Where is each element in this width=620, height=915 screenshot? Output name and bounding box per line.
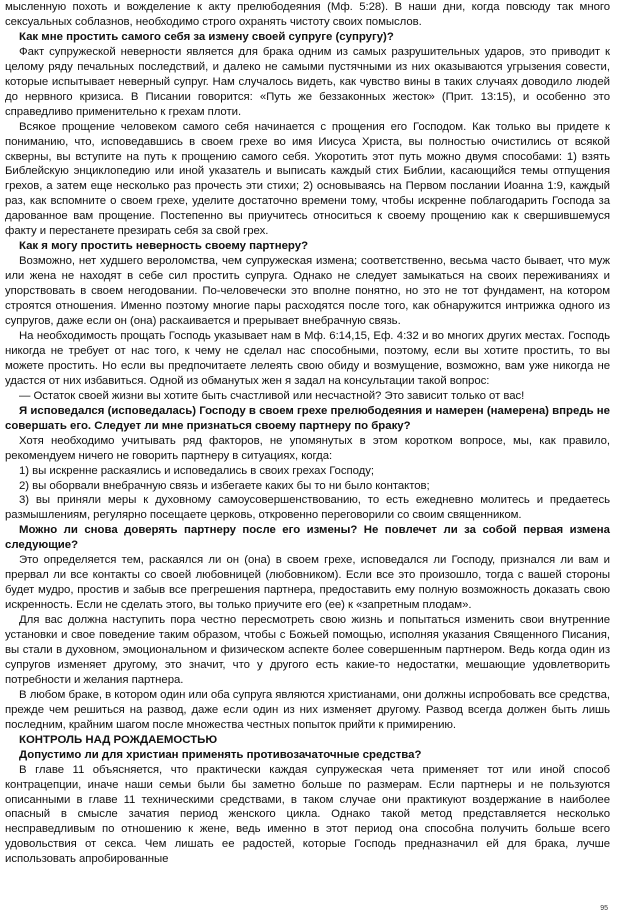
paragraph: Хотя необходимо учитывать ряд факторов, не упомянутых в этом коротком вопросе, мы, как правило, рекомендуем ничего не говорить партнеру в ситуациях, когда: — [5, 434, 610, 462]
paragraph: Всякое прощение человеком самого себя начинается с прощения его Господом. Как только вы придете к пониманию, что, исповедавшись в своем грехе во имя Иисуса Христа, вы полностью очистились от всякой скверны, вы вступите на путь к прощению самого себя. Укоротить этот путь можно двумя способами: 1) взять Библейскую энциклопедию или иной указатель и выписать каждый стих Библии, касающийся темы отпущения грехов, а затем еще несколько раз прочесть эти стихи; 2) основываясь на Первом послании Иоанна 1:9, каждый раз, как вспомните о своем грехе, уделите достаточно времени тому, чтобы искренне поблагодарить Господа за дарованное вам прощение. Постепенно вы приучитесь относиться к своему прощению как к свершившемуся факту и перестанете презирать себя за свой грех. — [5, 120, 610, 238]
paragraph: В главе 11 объясняется, что практически каждая супружеская чета применяет тот или иной способ контрацепции, иначе наши семьи были бы заметно больше по размерам. Если партнеры и не пользуются описанными в главе 11 техническими средствами, в таком случае они практикуют воздержание в наиболее опасный в смысле зачатия период женского цикла. Однако такой метод представляется несколько несправедливым по отношению к жене, ведь именно в этот период она способна получить больше всего удовольствия от секса. Чем лишать ее радостей, которые Господь предназначил ей для брака, лучше использовать апробированные — [5, 763, 610, 866]
paragraph: — Остаток своей жизни вы хотите быть счастливой или несчастной? Это зависит только от вас! — [19, 389, 525, 402]
paragraph: Это определяется тем, раскаялся ли он (она) в своем грехе, исповедался ли Господу, признался ли вам и прервал ли все контакты со своей любовницей (любовником). Если все это произошло, тогда с вашей стороны будет мудро, простив и забыв все прегрешения партнера, предоставить ему полную возможность доказать свою искренность. Если не сделать этого, вы только приучите его (ее) к «запретным плодам». — [5, 554, 610, 612]
paragraph: На необходимость прощать Господь указывает нам в Мф. 6:14,15, Еф. 4:32 и во многих других местах. Господь никогда не требует от нас того, к чему не сделал нас способными, поэтому, если вы хотите простить, то вы можете простить. Но если вы предпочитаете лелеять свою обиду и возмущение, возможно, вам уже никогда не удастся от них избавиться. Одной из обманутых жен я задал на консультации такой вопрос: — [5, 329, 610, 387]
paragraph: Возможно, нет худшего вероломства, чем супружеская измена; соответственно, весьма часто бывает, что муж или жена не находят в себе сил простить супруга. Однако не следует замыкаться на своих переживаниях и упорствовать в своем негодовании. По-человечески это вполне понятно, но это не тот фундамент, на котором строятся отношения. Именно поэтому многие пары расходятся после того, как обнаружится интрижка одного из супругов, даже если он (она) раскаивается и прерывает внебрачную связь. — [5, 255, 610, 328]
question-heading: Как я могу простить неверность своему партнеру? — [19, 240, 309, 253]
paragraph: Для вас должна наступить пора честно пересмотреть свою жизнь и попытаться изменить свои внутренние установки и свое поведение таким образом, чтобы с Божьей помощью, исполняя указания Священного Писания, вы стали в духовном, эмоциональном и физическом аспекте более совершенным партнером. Ведь когда один из супругов изменяет другому, это значит, что у другого есть какие-то недостатки, мешающие удовлетворить потребности и желания партнера. — [5, 614, 610, 686]
question-heading: Как мне простить самого себя за измену своей супруге (супругу)? — [19, 30, 394, 43]
paragraph: Факт супружеской неверности является для брака одним из самых разрушительных ударов, это приводит к целому ряду печальных последствий, и далеко не самыми пустячными из них оказываются угрызения совести, которые испытывает неверный супруг. Нам случалось видеть, как чувство вины в таких случаях доводило людей до нервного кризиса. В Писании говорится: «Путь же беззаконных жесток» (Прит. 13:15), и особенно это справедливо применительно к грехам плоти. — [5, 45, 610, 118]
paragraph: В любом браке, в котором один или оба супруга являются христианами, они должны испробовать все средства, прежде чем решиться на развод, даже если один из них изменяет другому. Развод всегда должен быть лишь последним, крайним шагом после множества честных попыток прийти к примирению. — [5, 688, 610, 731]
list-item: 2) вы оборвали внебрачную связь и избегаете каких бы то ни было контактов; — [19, 479, 430, 492]
question-heading: Можно ли снова доверять партнеру после его измены? Не повлечет ли за собой первая измена следующие? — [5, 524, 610, 552]
page-number: 95 — [600, 905, 608, 912]
list-item: 1) вы искренне раскаялись и исповедались в своих грехах Господу; — [19, 464, 374, 477]
question-heading: Допустимо ли для христиан применять противозачаточные средства? — [19, 748, 422, 761]
list-item: 3) вы приняли меры к духовному самоусовершенствованию, то есть ежедневно молитесь и предаетесь размышлениям, регулярно посещаете церковь, откровенно переговорили со своим священником. — [5, 494, 610, 522]
paragraph: мысленную похоть и вожделение к акту прелюбодеяния (Мф. 5:28). В наши дни, когда повсюду так много сексуальных соблазнов, необходимо строго охранять чистоту своих помыслов. — [5, 1, 610, 28]
section-heading: КОНТРОЛЬ НАД РОЖДАЕМОСТЬЮ — [19, 733, 218, 746]
question-heading: Я исповедался (исповедалась) Господу в своем грехе прелюбодеяния и намерен (намерена) впредь не совершать его. Следует ли мне признаться своему партнеру по браку? — [5, 404, 610, 432]
